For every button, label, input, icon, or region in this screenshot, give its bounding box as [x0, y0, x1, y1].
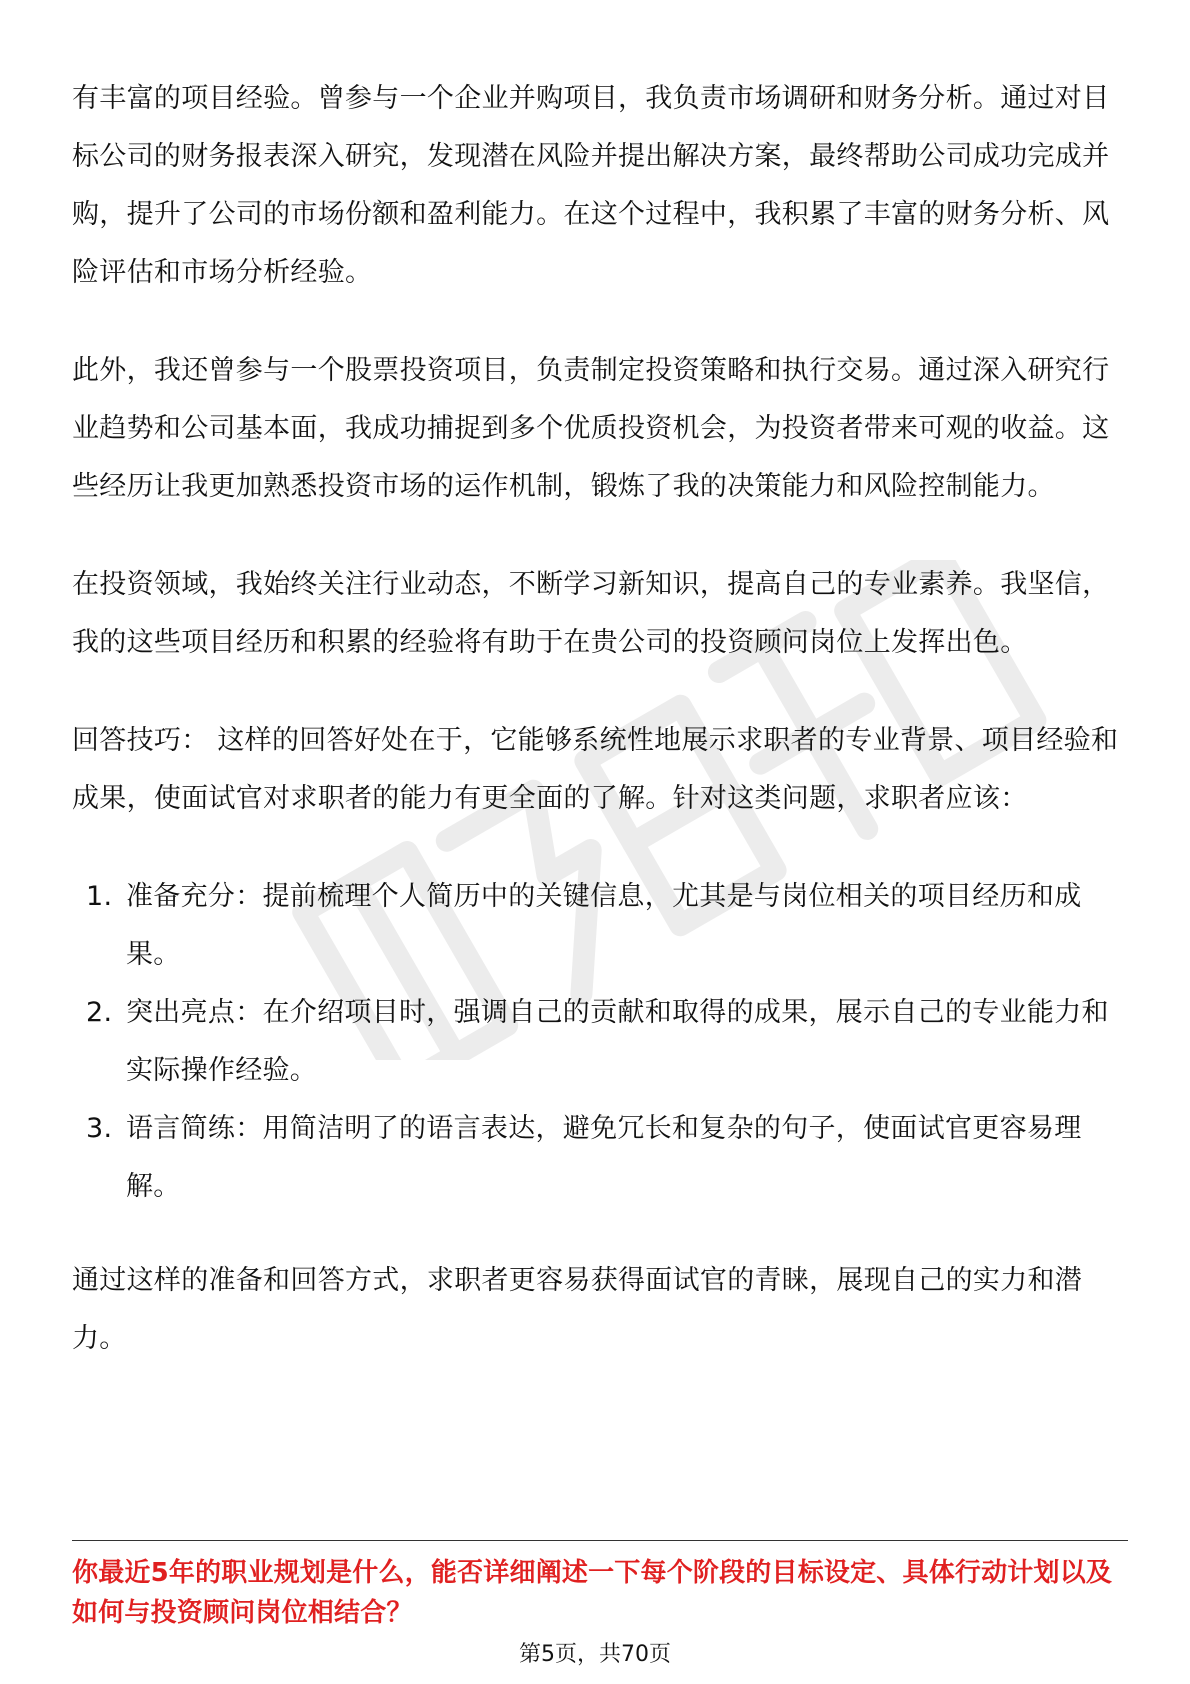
tips-list: [72, 868, 1128, 1216]
list-item-text: 突出亮点：在介绍项目时，强调自己的贡献和取得的成果，展示自己的专业能力和实际操作经验。: [126, 997, 1109, 1086]
closing-paragraph: 通过这样的准备和回答方式，求职者更容易获得面试官的青睐，展现自己的实力和潜力。: [72, 1265, 1083, 1354]
list-item: [72, 1100, 1128, 1216]
list-item: [72, 868, 1128, 984]
answer-paragraph-2: 此外，我还曾参与一个股票投资项目，负责制定投资策略和执行交易。通过深入研究行业趋势和公司基本面，我成功捕捉到多个优质投资机会，为投资者带来可观的收益。这些经历让我更加熟悉投资市场的运作机制，锻炼了我的决策能力和风险控制能力。: [72, 355, 1110, 502]
answer-paragraph-1: 有丰富的项目经验。曾参与一个企业并购项目，我负责市场调研和财务分析。通过对目标公司的财务报表深入研究，发现潜在风险并提出解决方案，最终帮助公司成功完成并购，提升了公司的市场份额和盈利能力。在这个过程中，我积累了丰富的财务分析、风险评估和市场分析经验。: [72, 83, 1110, 288]
answer-paragraph-3: 在投资领域，我始终关注行业动态，不断学习新知识，提高自己的专业素养。我坚信，我的这些项目经历和积累的经验将有助于在贵公司的投资顾问岗位上发挥出色。: [72, 569, 1110, 658]
list-item-text: 准备充分：提前梳理个人简历中的关键信息，尤其是与岗位相关的项目经历和成果。: [126, 881, 1082, 970]
answer-tips-intro: 回答技巧： 这样的回答好处在于，它能够系统性地展示求职者的专业背景、项目经验和成果，使面试官对求职者的能力有更全面的了解。针对这类问题，求职者应该：: [72, 725, 1119, 814]
page-number: 第5页，共70页: [519, 1642, 671, 1667]
list-item-number: 1.: [86, 881, 113, 912]
main-content: [72, 70, 1128, 1408]
list-item-text: 语言简练：用简洁明了的语言表达，避免冗长和复杂的句子，使面试官更容易理解。: [126, 1113, 1082, 1202]
section-divider: [72, 1540, 1128, 1541]
list-item-number: 2.: [86, 997, 113, 1028]
list-item-number: 3.: [86, 1113, 113, 1144]
list-item: [72, 984, 1128, 1100]
next-question-heading: 你最近5年的职业规划是什么，能否详细阐述一下每个阶段的目标设定、具体行动计划以及如何与投资顾问岗位相结合？: [72, 1558, 1113, 1628]
